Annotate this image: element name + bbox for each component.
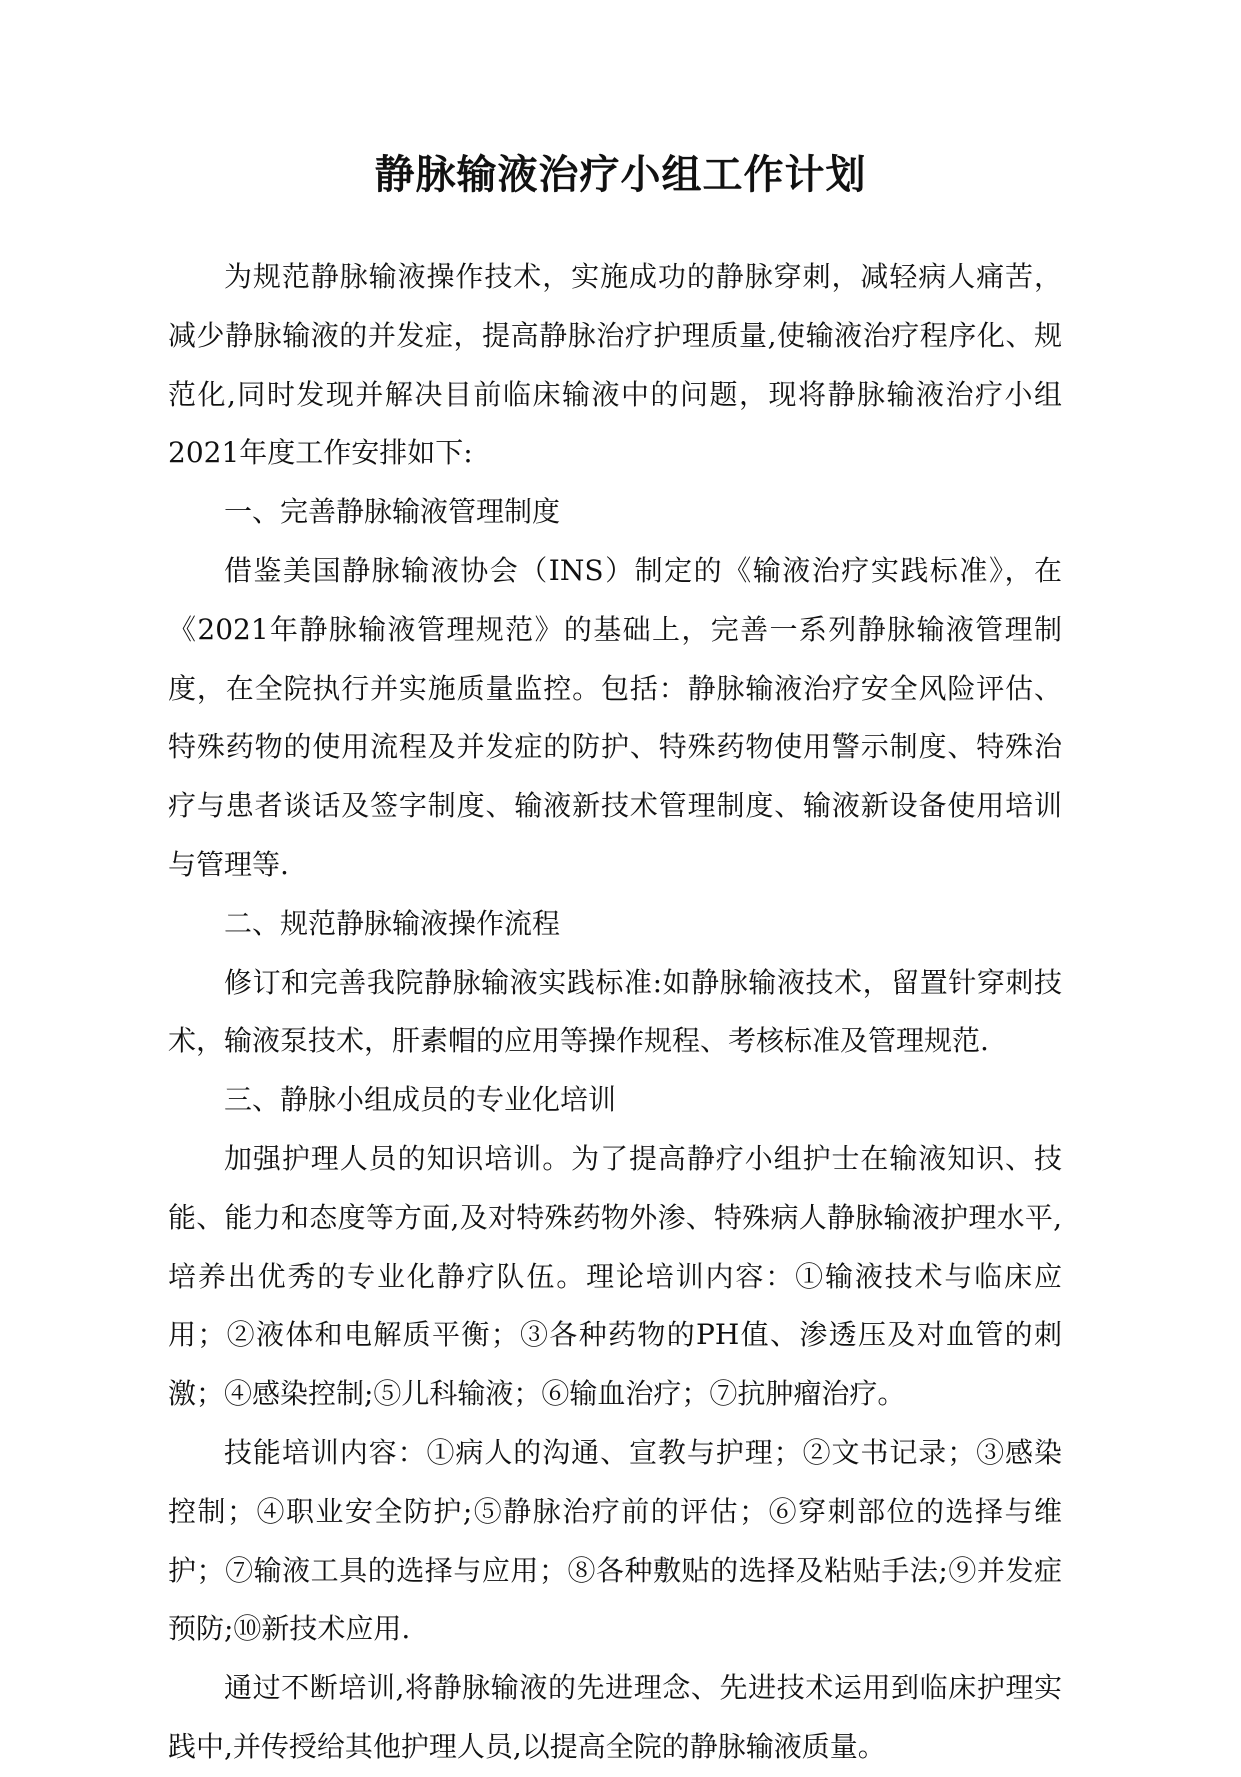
section-heading-2: 二、规范静脉输液操作流程 — [224, 906, 561, 940]
document-title: 静脉输液治疗小组工作计划 — [374, 152, 867, 198]
section-heading-1: 一、完善静脉输液管理制度 — [224, 495, 561, 529]
paragraph-intro: 为规范静脉输液操作技术，实施成功的静脉穿刺，减轻病人痛苦，减少静脉输液的并发症，提高静脉治疗护理质量,使输液治疗程序化、规范化,同时发现并解决目前临床输液中的问题，现将静脉输液治疗小组2021年度工作安排如下: — [168, 260, 1062, 470]
paragraph-section-1: 借鉴美国静脉输液协会（INS）制定的《输液治疗实践标准》，在《2021年静脉输液管理规范》的基础上，完善一系列静脉输液管理制度，在全院执行并实施质量监控。包括：静脉输液治疗安全风险评估、特殊药物的使用流程及并发症的防护、特殊药物使用警示制度、特殊治疗与患者谈话及签字制度、输液新技术管理制度、输液新设备使用培训与管理等. — [168, 553, 1062, 881]
document-body — [168, 248, 1062, 1777]
paragraph-skill-training: 技能培训内容：①病人的沟通、宣教与护理；②文书记录；③感染控制；④职业安全防护;⑤静脉治疗前的评估；⑥穿刺部位的选择与维护；⑦输液工具的选择与应用；⑧各种敷贴的选择及粘贴手法;⑨并发症预防;⑩新技术应用. — [168, 1435, 1062, 1646]
paragraph-conclusion: 通过不断培训,将静脉输液的先进理念、先进技术运用到临床护理实践中,并传授给其他护理人员,以提高全院的静脉输液质量。 — [168, 1671, 1062, 1763]
paragraph-theory-training: 加强护理人员的知识培训。为了提高静疗小组护士在输液知识、技能、能力和态度等方面,及对特殊药物外渗、特殊病人静脉输液护理水平,培养出优秀的专业化静疗队伍。理论培训内容：①输液技术与临床应用；②液体和电解质平衡；③各种药物的PH值、渗透压及对血管的刺激；④感染控制;⑤儿科输液；⑥输血治疗；⑦抗肿瘤治疗。 — [168, 1141, 1062, 1411]
section-heading-3: 三、静脉小组成员的专业化培训 — [224, 1083, 617, 1117]
paragraph-section-2: 修订和完善我院静脉输液实践标准:如静脉输液技术，留置针穿刺技术，输液泵技术，肝素帽的应用等操作规程、考核标准及管理规范. — [168, 965, 1062, 1058]
